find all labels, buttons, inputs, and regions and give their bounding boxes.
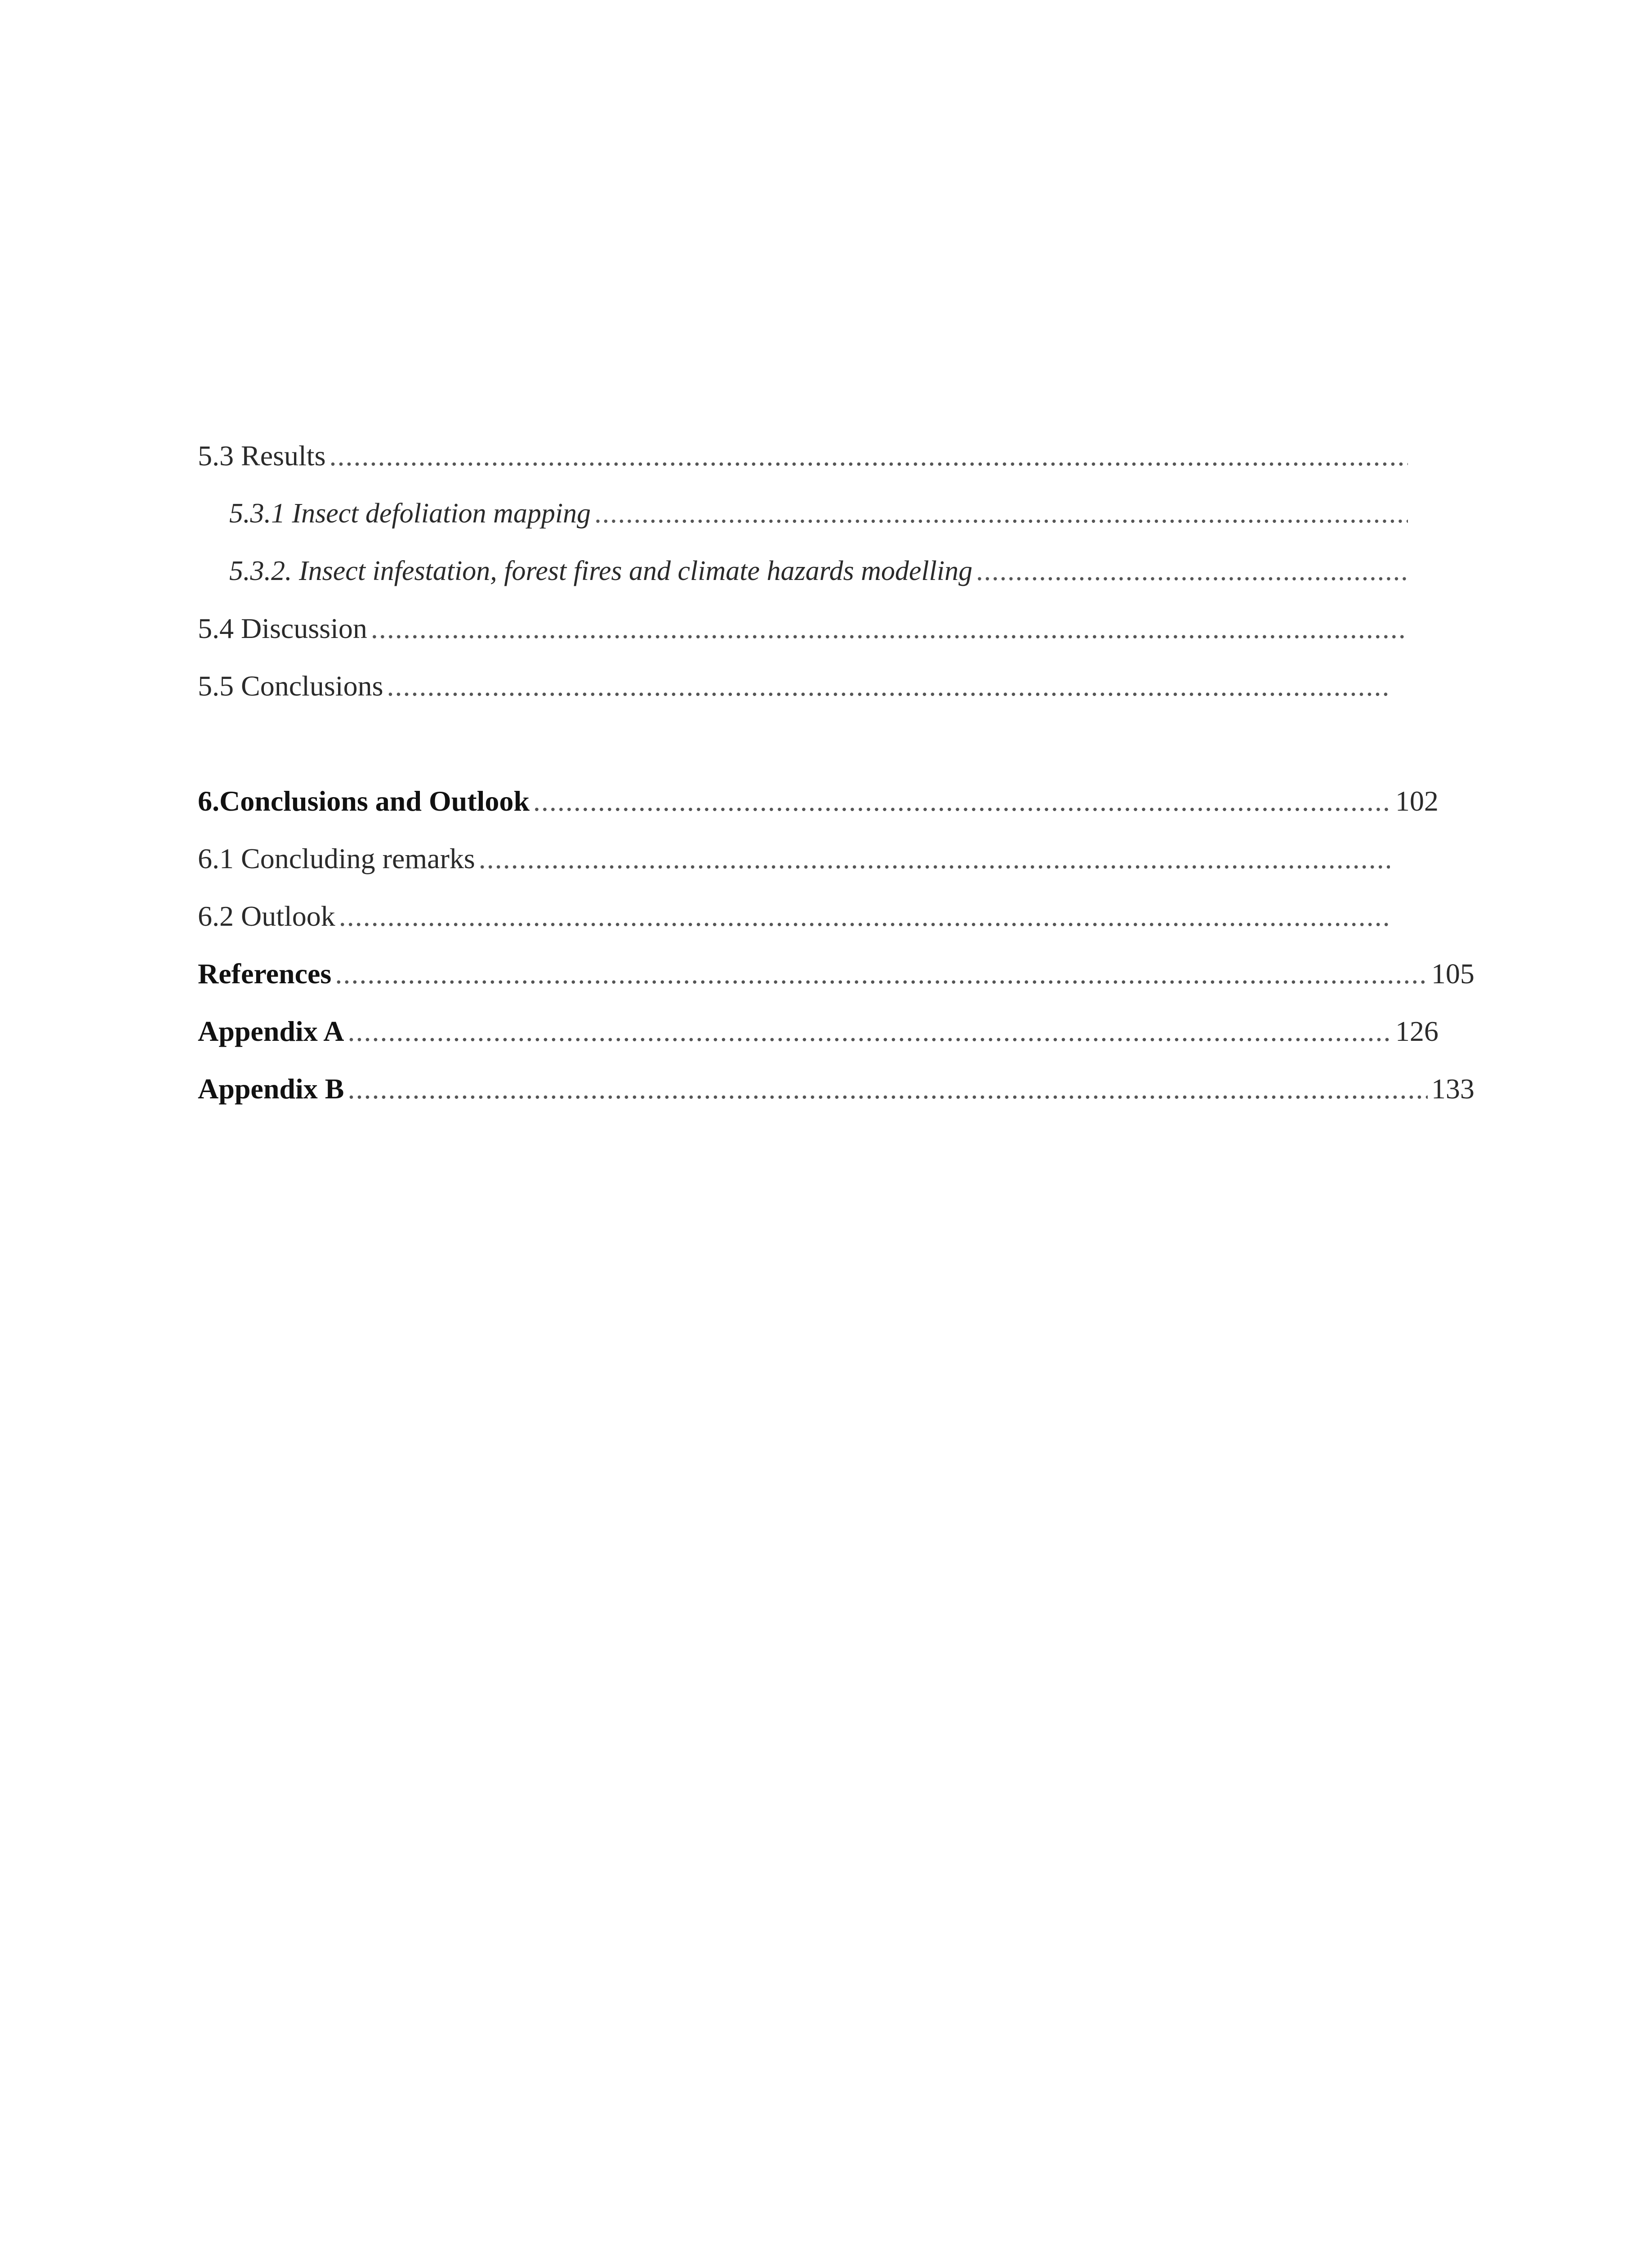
toc-entry-5-5[interactable] <box>198 657 1394 715</box>
toc-entry-appendix-b[interactable] <box>198 1060 1474 1118</box>
toc-entry-label: References <box>198 958 332 990</box>
dot-leader <box>371 600 1408 657</box>
toc-page-number: 105 <box>1431 958 1474 990</box>
toc-entry-references[interactable] <box>198 945 1474 1003</box>
dot-leader <box>479 830 1390 888</box>
dot-leader <box>329 427 1408 485</box>
dot-leader <box>594 485 1408 542</box>
dot-leader <box>339 888 1390 945</box>
toc-entry-6-1[interactable] <box>198 830 1394 888</box>
table-of-contents <box>198 427 1474 1118</box>
dot-leader <box>335 945 1428 1003</box>
toc-entry-label: 5.3.2. Insect infestation, forest fires and climate hazards modelling <box>229 556 973 586</box>
toc-entry-5-3-2[interactable] <box>198 542 1412 600</box>
toc-entry-chapter-6[interactable] <box>198 772 1438 830</box>
toc-page-number: 133 <box>1431 1073 1474 1105</box>
toc-entry-label: 5.3.1 Insect defoliation mapping <box>229 498 591 529</box>
dot-leader <box>976 542 1408 600</box>
toc-entry-label: 5.3 Results <box>198 440 326 472</box>
toc-entry-label: 5.4 Discussion <box>198 612 367 644</box>
toc-entry-label: 5.5 Conclusions <box>198 670 383 702</box>
chapter-title: Conclusions and Outlook <box>219 785 530 817</box>
toc-entry-5-3[interactable] <box>198 427 1412 485</box>
toc-entry-6-2[interactable] <box>198 888 1394 945</box>
toc-entry-label <box>198 772 530 830</box>
dot-leader <box>533 772 1392 830</box>
toc-page-number: 102 <box>1395 785 1438 817</box>
dot-leader <box>347 1060 1428 1118</box>
toc-page-number: 126 <box>1395 1015 1438 1047</box>
toc-entry-label: Appendix A <box>198 1015 344 1047</box>
chapter-number: 6. <box>198 785 219 817</box>
toc-entry-label: Appendix B <box>198 1073 344 1105</box>
toc-entry-5-4[interactable] <box>198 600 1412 657</box>
toc-entry-5-3-1[interactable] <box>198 485 1412 542</box>
dot-leader <box>347 1003 1392 1060</box>
dot-leader <box>387 657 1390 715</box>
toc-entry-label: 6.2 Outlook <box>198 900 335 932</box>
toc-entry-appendix-a[interactable] <box>198 1003 1438 1060</box>
toc-entry-label: 6.1 Concluding remarks <box>198 843 475 874</box>
